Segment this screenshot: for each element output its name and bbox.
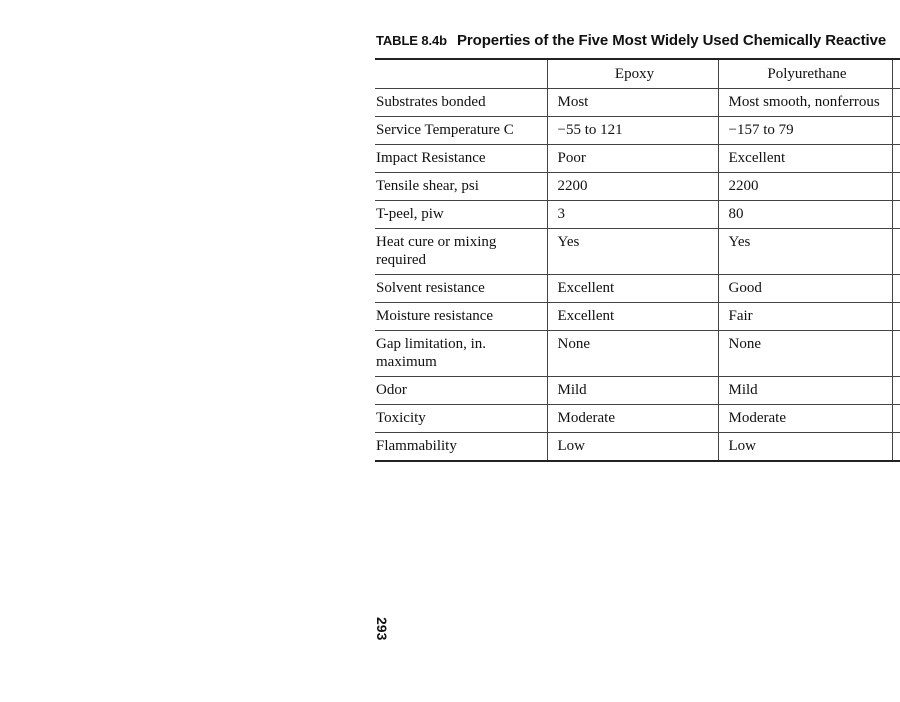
property-cell: Gap limitation, in. maximum [375,331,547,377]
property-cell: T-peel, piw [375,201,547,229]
cutoff-cell [892,229,900,275]
properties-table [375,58,900,462]
polyurethane-cell: Most smooth, nonferrous [718,89,892,117]
cutoff-cell [892,331,900,377]
epoxy-cell: 3 [547,201,718,229]
epoxy-cell: Most [547,89,718,117]
cutoff-cell [892,405,900,433]
polyurethane-cell: 2200 [718,173,892,201]
cutoff-cell [892,173,900,201]
cutoff-cell [892,433,900,462]
epoxy-cell: Mild [547,377,718,405]
polyurethane-cell: −157 to 79 [718,117,892,145]
page-number: 293 [374,617,390,641]
polyurethane-cell: Moderate [718,405,892,433]
table-row [375,405,900,433]
epoxy-cell: Low [547,433,718,462]
polyurethane-cell: Fair [718,303,892,331]
polyurethane-cell: Excellent [718,145,892,173]
epoxy-cell: Yes [547,229,718,275]
table-row [375,145,900,173]
property-cell: Substrates bonded [375,89,547,117]
table-row [375,229,900,275]
epoxy-cell: None [547,331,718,377]
table-row [375,117,900,145]
cutoff-cell [892,145,900,173]
header-cell-cutoff [892,59,900,89]
polyurethane-cell: Yes [718,229,892,275]
table-title: Properties of the Five Most Widely Used Chemically Reactive [457,32,887,49]
table-row [375,377,900,405]
epoxy-cell: Moderate [547,405,718,433]
property-cell: Odor [375,377,547,405]
cutoff-cell [892,275,900,303]
table-row [375,433,900,462]
header-cell-epoxy: Epoxy [547,59,718,89]
cutoff-cell [892,377,900,405]
table-row [375,303,900,331]
table-row [375,89,900,117]
epoxy-cell: Poor [547,145,718,173]
table-row [375,201,900,229]
table-row [375,275,900,303]
epoxy-cell: Excellent [547,275,718,303]
property-cell: Tensile shear, psi [375,173,547,201]
header-cell-polyurethane: Polyurethane [718,59,892,89]
cutoff-cell [892,117,900,145]
polyurethane-cell: 80 [718,201,892,229]
header-cell-property [375,59,547,89]
polyurethane-cell: Good [718,275,892,303]
polyurethane-cell: Low [718,433,892,462]
cutoff-cell [892,89,900,117]
property-cell: Toxicity [375,405,547,433]
polyurethane-cell: Mild [718,377,892,405]
cutoff-cell [892,201,900,229]
header-row [375,59,900,89]
property-cell: Impact Resistance [375,145,547,173]
properties-table-container [375,58,900,462]
property-cell: Solvent resistance [375,275,547,303]
table-number: TABLE 8.4b [376,33,447,48]
table-row [375,173,900,201]
table-caption [376,31,886,51]
epoxy-cell: 2200 [547,173,718,201]
table-row [375,331,900,377]
polyurethane-cell: None [718,331,892,377]
epoxy-cell: −55 to 121 [547,117,718,145]
cutoff-cell [892,303,900,331]
epoxy-cell: Excellent [547,303,718,331]
property-cell: Flammability [375,433,547,462]
property-cell: Service Temperature C [375,117,547,145]
property-cell: Moisture resistance [375,303,547,331]
property-cell: Heat cure or mixing required [375,229,547,275]
